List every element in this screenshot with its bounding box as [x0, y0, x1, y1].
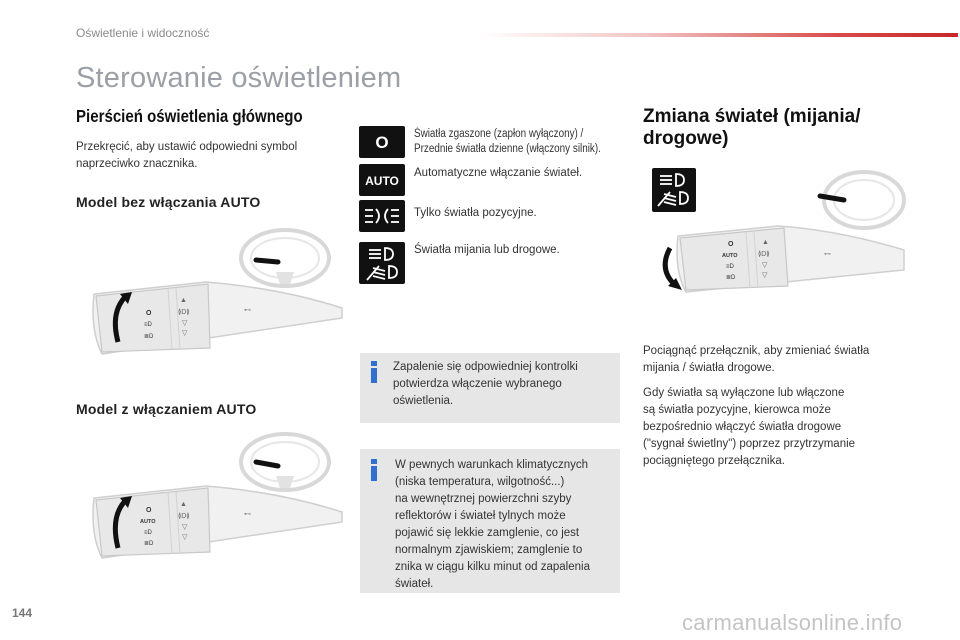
svg-text:▲: ▲	[180, 501, 187, 508]
model-without-auto-heading: Model bez włączania AUTO	[76, 194, 261, 210]
heading-line: drogowe)	[643, 128, 729, 149]
model-with-auto-heading: Model z włączaniem AUTO	[76, 401, 257, 417]
icon-description	[414, 206, 537, 221]
beam-change-heading	[643, 106, 893, 150]
icon-description-line: Światła mijania lub drogowe.	[414, 244, 560, 256]
auto-symbol: AUTO	[365, 174, 399, 188]
svg-text:▽: ▽	[182, 534, 188, 541]
svg-text:▲: ▲	[762, 239, 769, 246]
icon-description	[414, 127, 634, 157]
svg-text:▽: ▽	[182, 524, 188, 531]
svg-text:≬D≬: ≬D≬	[758, 251, 770, 258]
flash-instruction	[643, 385, 855, 470]
icon-description-line: Światła zgaszone (zapłon wyłączony) /	[414, 128, 584, 140]
info-note	[360, 449, 620, 593]
main-ring-heading: Pierścień oświetlenia głównego	[76, 106, 303, 126]
svg-text:▽: ▽	[762, 262, 768, 269]
svg-text:≬D≬: ≬D≬	[178, 513, 190, 520]
sidelights-icon	[359, 200, 405, 232]
svg-text:▽: ▽	[762, 272, 768, 279]
watermark: carmanualsonline.info	[682, 610, 903, 635]
svg-text:≡D: ≡D	[144, 530, 152, 536]
paragraph-line: pociągniętego przełącznika.	[643, 455, 785, 467]
info-icon	[370, 361, 378, 383]
page-title: Sterowanie oświetleniem	[76, 62, 402, 94]
paragraph-line: bezpośrednio włączyć światła drogowe	[643, 421, 842, 433]
lights-off-icon	[359, 126, 405, 158]
svg-text:≣D: ≣D	[144, 541, 154, 547]
paragraph-line: mijania / światła drogowe.	[643, 362, 775, 374]
intro-line: naprzeciwko znacznika.	[76, 158, 198, 170]
note-line: normalnym zjawiskiem; zamglenie to	[395, 544, 583, 556]
icon-description-line: Automatyczne włączanie świateł.	[414, 167, 583, 179]
icon-description-line: Przednie światła dzienne (włączony silnik).	[414, 143, 601, 155]
page-number: 144	[12, 606, 33, 620]
svg-text:≡D: ≡D	[726, 264, 734, 270]
info-icon	[370, 459, 378, 481]
paragraph-line: Gdy światła są wyłączone lub włączone	[643, 387, 845, 399]
svg-text:≣D: ≣D	[726, 275, 736, 281]
paragraph-line: są światła pozycyjne, kierowca może	[643, 404, 831, 416]
note-line: na wewnętrznej powierzchni szyby	[395, 493, 572, 505]
steering-wheel-icon	[241, 230, 329, 286]
icon-description	[414, 243, 560, 258]
note-line: W pewnych warunkach klimatycznych	[395, 459, 589, 471]
note-line: (niska temperatura, wilgotność...)	[395, 476, 565, 488]
stalk-illustration-auto	[80, 430, 350, 580]
paragraph-line: ("sygnał świetlny") poprzez przytrzymanie	[643, 438, 856, 450]
pull-instruction	[643, 343, 869, 377]
note-line: potwierdza włączenie wybranego	[393, 378, 562, 390]
svg-text:▲: ▲	[180, 297, 187, 304]
header-accent-bar	[480, 33, 958, 37]
stalk-pull-illustration	[648, 166, 908, 296]
lights-off-symbol: O	[375, 133, 389, 152]
note-line: reflektorów i świateł tylnych może	[395, 510, 566, 522]
svg-text:⊷: ⊷	[244, 307, 251, 314]
note-line: Zapalenie się odpowiedniej kontrolki	[393, 361, 578, 373]
stalk-illustration-no-auto	[80, 222, 350, 374]
note-line: znika w ciągu kilku minut od zapalenia	[395, 561, 590, 573]
section-label: Oświetlenie i widoczność	[76, 26, 210, 40]
stalk-off-label: O	[728, 241, 734, 248]
headlights-icon	[652, 168, 696, 212]
note-line: oświetlenia.	[393, 395, 454, 407]
heading-line: Zmiana świateł (mijania/	[643, 106, 861, 127]
auto-lights-icon	[359, 164, 405, 196]
intro-line: Przekręcić, aby ustawić odpowiedni symbol	[76, 141, 298, 153]
svg-text:▽: ▽	[182, 320, 188, 327]
light-stalk-icon	[677, 226, 904, 292]
svg-text:▽: ▽	[182, 330, 188, 337]
icon-description-line: Tylko światła pozycyjne.	[414, 207, 537, 219]
note-line: świateł.	[395, 578, 434, 590]
stalk-off-label: O	[146, 310, 152, 317]
svg-text:≬D≬: ≬D≬	[178, 309, 190, 316]
svg-text:⊷: ⊷	[824, 251, 831, 258]
icon-description	[414, 166, 582, 181]
svg-text:≣D: ≣D	[144, 334, 154, 340]
stalk-auto-label: AUTO	[140, 519, 156, 525]
paragraph-line: Pociągnąć przełącznik, aby zmieniać światła	[643, 345, 870, 357]
stalk-auto-label: AUTO	[722, 253, 738, 259]
svg-text:⊷: ⊷	[244, 511, 251, 518]
headlights-icon	[359, 242, 405, 284]
info-note	[360, 353, 620, 423]
note-line: pojawić się lekkie zamglenie, co jest	[395, 527, 580, 539]
svg-text:≡D: ≡D	[144, 322, 152, 328]
stalk-off-label: O	[146, 507, 152, 514]
intro-text	[76, 139, 297, 173]
